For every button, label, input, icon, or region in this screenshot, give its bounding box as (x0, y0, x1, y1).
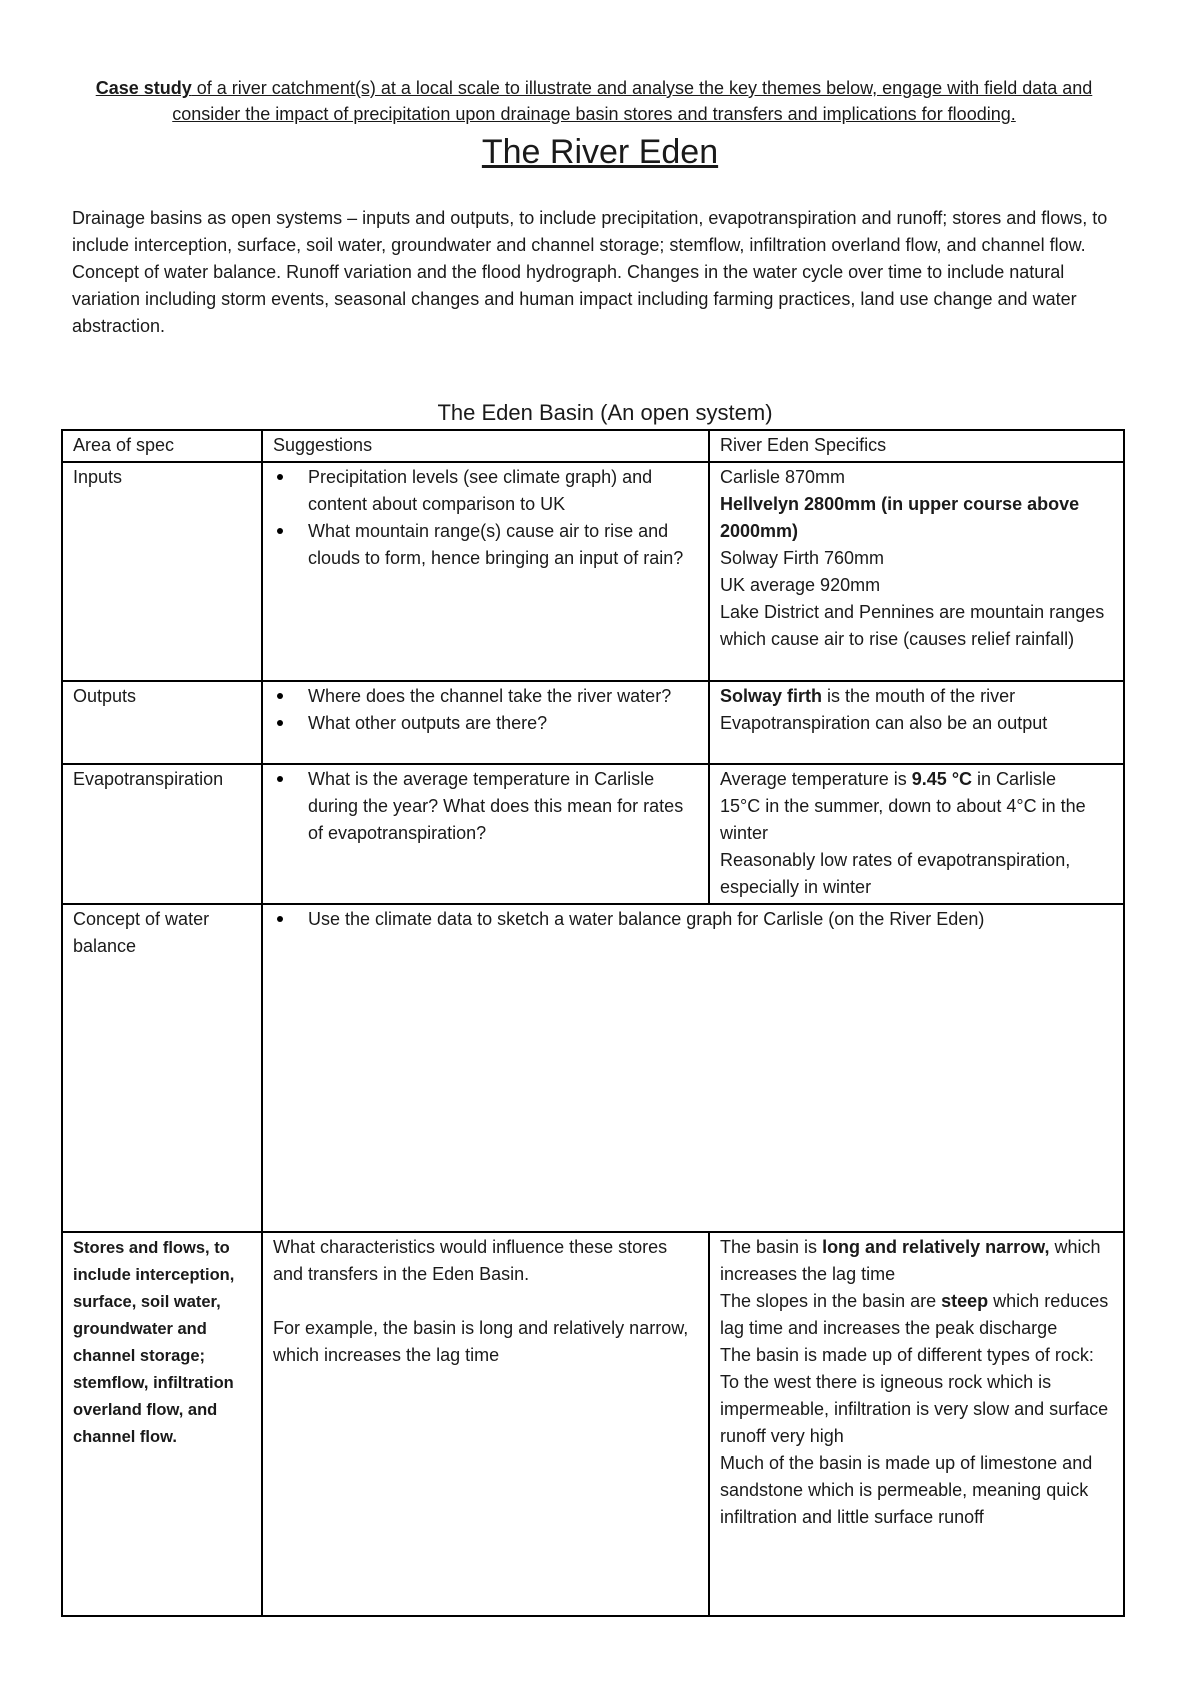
table-title: The Eden Basin (An open system) (437, 400, 773, 425)
row-stores-flows (62, 1232, 1124, 1616)
basin-slopes (720, 1288, 1113, 1342)
row-water-balance (62, 904, 1124, 1232)
inputs-area: Inputs (62, 462, 262, 681)
avg-temp-value: 9.45 °C (911, 769, 973, 789)
intro-bold: Case study (95, 78, 192, 98)
eden-basin-table (61, 429, 1125, 1617)
row-inputs (62, 462, 1124, 681)
outputs-area: Outputs (62, 681, 262, 764)
intro-text: of a river catchment(s) at a local scale to illustrate and analyse the key themes below, engage with field data and consider the impact of precipitation upon drainage basin stores and transfers and implications for flooding. (172, 78, 1093, 124)
water-balance-area: Concept of water balance (62, 904, 262, 1232)
limestone-sandstone: Much of the basin is made up of limestone and sandstone which is permeable, meaning quick infiltration and little surface runoff (720, 1453, 1093, 1527)
list-item: Precipitation levels (see climate graph) and content about comparison to UK (273, 464, 698, 518)
basin-shape (720, 1234, 1113, 1288)
outputs-suggestions (262, 681, 709, 764)
table-header-row (62, 430, 1124, 462)
avg-temp-suffix: in Carlisle (972, 769, 1057, 789)
temperature-range: 15°C in the summer, down to about 4°C in the winter (720, 796, 1086, 843)
page-title: The River Eden (481, 133, 719, 171)
average-temperature (720, 766, 1113, 793)
stores-specifics (709, 1232, 1124, 1616)
basin-shape-suffix: which increases the lag time (720, 1237, 1101, 1284)
stores-suggestion-question: What characteristics would influence these stores and transfers in the Eden Basin. (273, 1237, 668, 1284)
stores-suggestion-example: For example, the basin is long and relatively narrow, which increases the lag time (273, 1318, 689, 1365)
helvellyn-rainfall: Hellvelyn 2800mm (in upper course above 2000mm) (720, 494, 1080, 541)
slopes-bold: steep (941, 1291, 989, 1311)
uk-average-rainfall: UK average 920mm (720, 575, 881, 595)
inputs-suggestions (262, 462, 709, 681)
header-suggestions: Suggestions (262, 430, 709, 462)
slopes-prefix: The slopes in the basin are (720, 1291, 942, 1311)
row-outputs (62, 681, 1124, 764)
outputs-specifics (709, 681, 1124, 764)
slopes-suffix: which reduces lag time and increases the peak discharge (720, 1291, 1109, 1338)
spacer (273, 1288, 698, 1315)
mouth-bold: Solway firth (720, 686, 823, 706)
basin-shape-bold: long and relatively narrow, (822, 1237, 1050, 1257)
header-area: Area of spec (62, 430, 262, 462)
mountain-ranges: Lake District and Pennines are mountain ranges which cause air to rise (causes relief rainfall) (720, 602, 1105, 649)
river-mouth (720, 683, 1113, 710)
list-item: What mountain range(s) cause air to rise and clouds to form, hence bringing an input of rain? (273, 518, 698, 572)
inputs-specifics (709, 462, 1124, 681)
stores-area-text: Stores and flows, to include interception, surface, soil water, groundwater and channel storage; stemflow, infiltration overland flow, and channel flow. (73, 1239, 235, 1446)
list-item: What is the average temperature in Carlisle during the year? What does this mean for rates of evapotranspiration? (273, 766, 698, 847)
west-igneous: To the west there is igneous rock which is impermeable, infiltration is very slow and surface runoff very high (720, 1372, 1109, 1446)
list-item: Where does the channel take the river water? (273, 683, 698, 710)
header-specifics: River Eden Specifics (709, 430, 1124, 462)
evap-suggestions (262, 764, 709, 904)
evap-output: Evapotranspiration can also be an output (720, 713, 1048, 733)
basin-shape-prefix: The basin is (720, 1237, 823, 1257)
evap-rates: Reasonably low rates of evapotranspiration, especially in winter (720, 850, 1071, 897)
avg-temp-prefix: Average temperature is (720, 769, 912, 789)
solway-rainfall: Solway Firth 760mm (720, 548, 885, 568)
intro-heading (64, 75, 1124, 127)
evap-specifics (709, 764, 1124, 904)
stores-area (62, 1232, 262, 1616)
mouth-text: is the mouth of the river (822, 686, 1016, 706)
water-balance-suggestion (262, 904, 1124, 1232)
list-item: Use the climate data to sketch a water balance graph for Carlisle (on the River Eden) (273, 906, 1113, 933)
evap-area: Evapotranspiration (62, 764, 262, 904)
list-item: What other outputs are there? (273, 710, 698, 737)
basin-rock: The basin is made up of different types of rock: (720, 1345, 1094, 1365)
stores-suggestions (262, 1232, 709, 1616)
row-evapotranspiration (62, 764, 1124, 904)
carlisle-rainfall: Carlisle 870mm (720, 467, 846, 487)
spec-description: Drainage basins as open systems – inputs and outputs, to include precipitation, evapotranspiration and runoff; stores and flows, to include interception, surface, soil water, groundwater and channel storage; stemflow, infiltration overland flow, and channel flow. Concept of water balance. Runoff variation and the flood hydrograph. Changes in the water cycle over time to include natural variation including storm events, seasonal changes and human impact including farming practices, land use change and water abstraction. (72, 208, 1108, 336)
